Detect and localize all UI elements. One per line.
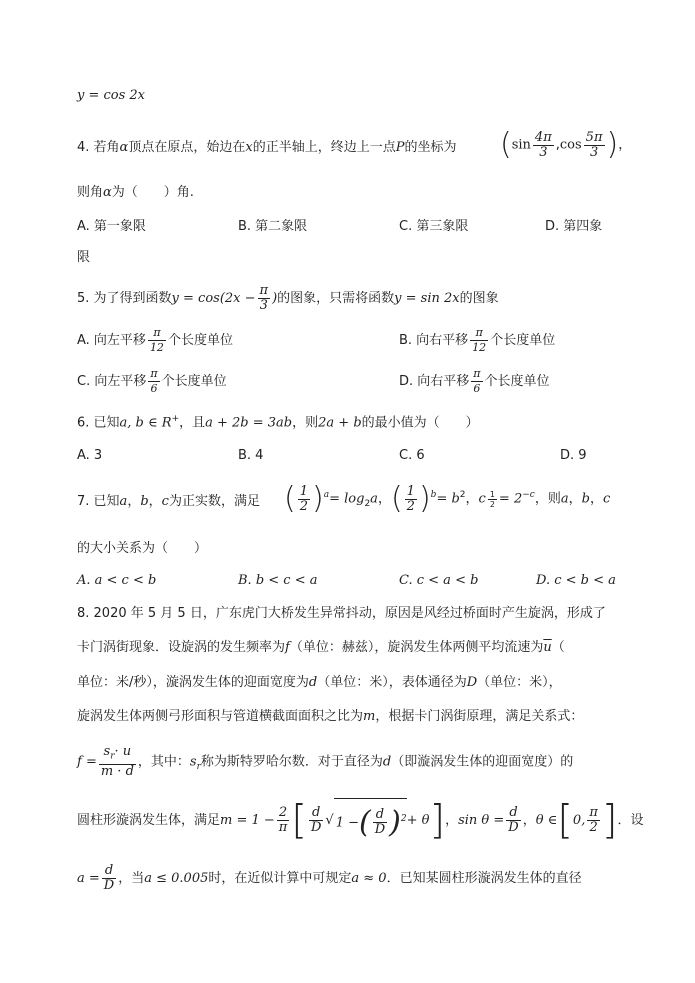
q7-eq1-tail: a bbox=[370, 491, 378, 507]
q8-D: D bbox=[466, 675, 478, 690]
q5-option-d bbox=[399, 367, 550, 396]
q7-a: a bbox=[119, 494, 128, 509]
q4-end: ， bbox=[618, 137, 632, 153]
q8-sqrt-body bbox=[334, 798, 407, 843]
q5-stem-c: 的图象 bbox=[459, 291, 499, 306]
q6-option-d: D. 9 bbox=[560, 448, 587, 463]
q4-line2a: 则角 bbox=[77, 185, 104, 200]
q7-sep-1: ， bbox=[377, 491, 391, 507]
q7-option-d: D. c < b < a bbox=[536, 573, 616, 588]
q4-n1: 4π bbox=[534, 129, 552, 145]
q8-l5-f: f = bbox=[77, 754, 97, 770]
q5-optC-frac bbox=[148, 367, 159, 396]
q8-frac-f bbox=[99, 745, 136, 779]
q7-paren-2l: ( bbox=[390, 481, 403, 516]
q5-stem-a: 5. 为了得到函数 bbox=[77, 291, 172, 306]
q5-pi: π bbox=[259, 283, 269, 298]
q7-frac-1 bbox=[298, 485, 310, 514]
q5-optC-b: 个长度单位 bbox=[161, 374, 227, 389]
q4-line2b: 为（ ）角. bbox=[111, 185, 194, 200]
q8-l6-theta: + θ bbox=[406, 813, 430, 829]
q4-stem-b: 顶点在原点，始边在 bbox=[128, 140, 246, 155]
q8-l6-D2: D bbox=[374, 822, 386, 838]
q8-l2a: 卡门涡街现象．设旋涡的发生频率为 bbox=[77, 640, 286, 655]
q8-l5c: （即漩涡发生体的迎面宽度）的 bbox=[391, 754, 574, 770]
q6-stem-d: 的最小值为（ ） bbox=[361, 415, 479, 431]
q5-three: 3 bbox=[259, 298, 268, 313]
q8-line6 bbox=[77, 798, 644, 843]
q6-option-a: A. 3 bbox=[77, 448, 103, 463]
q8-line4 bbox=[77, 707, 583, 727]
q5-optD-frac bbox=[471, 367, 482, 396]
q5-optD-pi: π bbox=[473, 367, 481, 380]
q8-l6-frac-2pi bbox=[277, 806, 290, 835]
q8-line7 bbox=[77, 862, 582, 896]
q4-option-a: A. 第一象限 bbox=[77, 219, 146, 234]
q5-f2: y = sin 2x bbox=[394, 291, 460, 306]
q4-paren-right: ) bbox=[606, 127, 619, 162]
q4-n2: 5π bbox=[585, 129, 603, 145]
q8-l2c: （ bbox=[551, 640, 565, 655]
q6-stem-b: ，且 bbox=[179, 415, 206, 431]
q7-option-a: A. a < c < b bbox=[77, 573, 157, 588]
q5-option-a bbox=[77, 326, 233, 355]
q8-bracket-l: [ bbox=[291, 797, 307, 844]
q7-eq2: = b bbox=[436, 491, 460, 507]
q7-sq: 2 bbox=[459, 490, 466, 501]
q5-f1b: ) bbox=[272, 291, 278, 306]
q8-paren-r: ) bbox=[389, 804, 401, 840]
q5-optD-6: 6 bbox=[473, 382, 481, 395]
q7-two-2: 2 bbox=[406, 498, 415, 514]
q7-b: b bbox=[140, 494, 149, 509]
q8-bracket-r: ] bbox=[429, 797, 446, 844]
q8-f: f bbox=[285, 640, 290, 655]
q5-optC-pi: π bbox=[150, 367, 158, 380]
q8-l5-d: d bbox=[382, 754, 392, 770]
q4-stem bbox=[77, 138, 456, 158]
q8-l6b: ， bbox=[445, 813, 459, 829]
q7-stem-a: 7. 已知 bbox=[77, 494, 120, 509]
q8-l6-frac-dD2 bbox=[373, 808, 387, 837]
q8-l6-m: m = 1 − bbox=[220, 813, 275, 829]
q4-wrap: 限 bbox=[77, 250, 91, 265]
q8-l5a: ，其中： bbox=[137, 754, 190, 770]
q8-l5-sr-sub: r bbox=[196, 761, 201, 772]
q8-l6d: ．设 bbox=[617, 813, 644, 829]
q6-option-b: B. 4 bbox=[238, 448, 264, 463]
q8-line2 bbox=[77, 638, 565, 658]
q7-neg-c: −c bbox=[522, 490, 535, 501]
q5-optD-a: D. 向右平移 bbox=[399, 374, 470, 389]
q8-l6-d: d bbox=[309, 806, 323, 821]
q7-comma-4: ， bbox=[589, 491, 603, 507]
q8-l7b: 时，在近似计算中可规定 bbox=[208, 871, 352, 886]
q7-stem-c: ，则 bbox=[534, 491, 561, 507]
q8-l6-frac-sin bbox=[506, 806, 520, 835]
q8-bracket2-l: [ bbox=[557, 797, 573, 844]
q8-l6-D3: D bbox=[508, 820, 519, 836]
q8-m: m bbox=[363, 709, 376, 724]
q4-frac-2 bbox=[584, 131, 605, 160]
q7-exp-a: a bbox=[323, 490, 330, 501]
q8-l6-one: 1 − bbox=[335, 815, 359, 831]
q7-comma-2: ， bbox=[148, 494, 162, 509]
q8-l5-sr: s bbox=[189, 754, 197, 770]
q8-l5-r: r bbox=[110, 751, 115, 762]
q7-c: c bbox=[161, 494, 169, 509]
q5-optA-12: 12 bbox=[149, 341, 164, 354]
q5-optA-b: 个长度单位 bbox=[167, 333, 233, 348]
q8-bracket2-r: ] bbox=[601, 797, 618, 844]
q7-c-2: c bbox=[602, 491, 611, 507]
q8-l6-frac-dD bbox=[309, 806, 323, 835]
q7-one-2: 1 bbox=[406, 483, 415, 499]
q5-optA-a: A. 向左平移 bbox=[77, 333, 146, 348]
q7-log-base: 2 bbox=[364, 499, 371, 510]
q4-option-b: B. 第二象限 bbox=[238, 219, 308, 234]
q6-m3: 2a + b bbox=[318, 415, 362, 431]
q7-paren-1r: ) bbox=[312, 481, 324, 516]
q7-comma-1: ， bbox=[127, 494, 141, 509]
q4-option-c: C. 第三象限 bbox=[399, 219, 469, 234]
q4-option-d: D. 第四象 bbox=[545, 219, 603, 234]
q4-sin: sin bbox=[511, 137, 531, 153]
q8-l7-D: D bbox=[103, 878, 115, 893]
q8-l6-pi2: π bbox=[589, 805, 598, 821]
q8-l7-approx: a ≈ 0 bbox=[351, 871, 387, 886]
q5-optD-b: 个长度单位 bbox=[484, 374, 550, 389]
q8-l5-den: m · d bbox=[100, 763, 134, 779]
q6-stem-a: 6. 已知 bbox=[77, 415, 120, 431]
q5-stem-b: 的图象，只需将函数 bbox=[277, 291, 395, 306]
q4-P: P bbox=[395, 140, 405, 155]
q8-l6-two: 2 bbox=[589, 820, 598, 836]
q7-formulas bbox=[284, 481, 611, 516]
q8-l6a: 圆柱形漩涡发生体，满足 bbox=[77, 813, 221, 829]
q7-stem-b: 为正实数，满足 bbox=[168, 494, 260, 509]
q7-c-exp bbox=[488, 490, 497, 509]
q8-l3a: 单位：米/秒），漩涡发生体的迎面宽度为 bbox=[77, 675, 309, 690]
q5-optB-12: 12 bbox=[472, 341, 487, 354]
q5-f1a: y = cos(2x − bbox=[171, 291, 256, 306]
q8-l6-D: D bbox=[310, 820, 322, 836]
q8-l7-d: d bbox=[102, 864, 116, 879]
q4-alpha-2: α bbox=[103, 185, 112, 200]
q5-optB-frac bbox=[470, 326, 488, 355]
q7-eq1: = log bbox=[329, 491, 365, 507]
q5-stem bbox=[77, 284, 499, 313]
q8-l6-theta2: θ ∈ bbox=[535, 813, 558, 829]
q4-stem-d: 的坐标为 bbox=[404, 140, 457, 155]
q8-l7-frac bbox=[102, 864, 116, 893]
q7-option-c: C. c < a < b bbox=[399, 573, 479, 588]
q7-b-2: b bbox=[581, 491, 590, 507]
q4-stem-a: 4. 若角 bbox=[77, 140, 120, 155]
q7-sep-2: ， bbox=[465, 491, 479, 507]
q6-m2: a + 2b = 3ab bbox=[205, 415, 293, 431]
q8-l3c: （单位：米）， bbox=[477, 675, 562, 690]
q5-optB-b: 个长度单位 bbox=[490, 333, 556, 348]
q7-stem bbox=[77, 492, 260, 512]
q6-stem bbox=[77, 409, 479, 433]
q8-l2b: （单位：赫兹），旋涡发生体两侧平均流速为 bbox=[289, 640, 544, 655]
q8-frac-f-num bbox=[99, 745, 136, 765]
q7-cexp-d: 2 bbox=[489, 499, 495, 509]
q8-l6-frac-pi2 bbox=[587, 806, 600, 835]
q8-l7-cond: a ≤ 0.005 bbox=[144, 871, 209, 886]
q7-line2: 的大小关系为（ ） bbox=[77, 541, 208, 556]
q8-l4b: ，根据卡门涡街原理，满足关系式： bbox=[375, 709, 584, 724]
q4-stem-c: 的正半轴上，终边上一点 bbox=[252, 140, 396, 155]
q8-l6-d2: d bbox=[373, 808, 387, 823]
q5-optC-6: 6 bbox=[150, 382, 158, 395]
q7-frac-2 bbox=[405, 485, 417, 514]
q8-l4a: 旋涡发生体两侧弓形面积与管道横截面面积之比为 bbox=[77, 709, 364, 724]
q7-two-1: 2 bbox=[299, 498, 308, 514]
q8-l5-s: s bbox=[103, 744, 111, 759]
q5-optA-frac bbox=[148, 326, 166, 355]
q8-l6c: ， bbox=[522, 813, 536, 829]
q4-frac-1 bbox=[533, 131, 554, 160]
q8-l5b: 称为斯特罗哈尔数．对于直径为 bbox=[200, 754, 383, 770]
q7-paren-2r: ) bbox=[418, 481, 431, 516]
q5-frac bbox=[258, 284, 271, 313]
q8-line1: 8. 2020 年 5 月 5 日，广东虎门大桥发生异常抖动，原因是风经过桥面时产生旋涡，形成了 bbox=[77, 606, 606, 621]
q8-l6-2: 2 bbox=[277, 806, 290, 821]
q8-line3 bbox=[77, 673, 562, 693]
q7-exp-b: b bbox=[430, 490, 437, 501]
q5-optA-pi: π bbox=[148, 326, 166, 341]
q8-paren-l: ( bbox=[358, 804, 371, 840]
q6-stem-c: ，则 bbox=[292, 415, 319, 431]
q5-optB-pi: π bbox=[470, 326, 488, 341]
q8-l3b: （单位：米），表体通径为 bbox=[317, 675, 467, 690]
q7-paren-1l: ( bbox=[284, 481, 296, 516]
q7-one-1: 1 bbox=[299, 483, 308, 499]
q8-d: d bbox=[308, 675, 318, 690]
q7-a-2: a bbox=[560, 491, 569, 507]
q5-optB-a: B. 向右平移 bbox=[399, 333, 469, 348]
q4-cos: cos bbox=[559, 137, 582, 153]
q4-paren-left: ( bbox=[500, 127, 512, 162]
q4-line2 bbox=[77, 183, 194, 203]
q4-coordinate: (sin $\frac{4\pi}{3}$ ,cos $\frac{5\pi}{3}$ )， bbox=[500, 127, 632, 162]
q7-option-b: B. b < c < a bbox=[238, 573, 318, 588]
q8-l6-sin: sin θ = bbox=[458, 813, 505, 829]
q8-l6-pi: π bbox=[278, 820, 288, 836]
q8-l7c: ．已知某圆柱形漩涡发生体的直径 bbox=[386, 871, 582, 886]
q8-u: $\overline{u}$ bbox=[543, 640, 552, 655]
q8-sqrt-icon: √ bbox=[325, 813, 334, 829]
q8-l6-sq: 2 bbox=[400, 814, 407, 824]
q8-l6-zero: 0, bbox=[572, 813, 586, 829]
q4-d1: 3 bbox=[539, 144, 548, 160]
q7-comma-3: ， bbox=[568, 491, 582, 507]
q8-l7a: ，当 bbox=[118, 871, 145, 886]
q8-line5 bbox=[77, 745, 573, 784]
q6-option-c: C. 6 bbox=[399, 448, 425, 463]
q5-option-b bbox=[399, 326, 555, 355]
q7-cexp-n: 1 bbox=[489, 489, 495, 499]
q5-option-c bbox=[77, 367, 227, 396]
q4-x: x bbox=[245, 140, 253, 155]
q8-l5-u: · u bbox=[114, 744, 132, 759]
top-formula: y = cos 2x bbox=[77, 88, 146, 103]
q7-c-base: c bbox=[478, 491, 486, 507]
q4-alpha: α bbox=[119, 140, 129, 155]
q6-m1: a, b ∈ R bbox=[119, 415, 172, 431]
q4-d2: 3 bbox=[589, 144, 599, 160]
q8-l7-a: a = bbox=[77, 871, 100, 886]
q6-plus: + bbox=[171, 414, 180, 424]
q7-eq3: = 2 bbox=[498, 491, 523, 507]
q5-optC-a: C. 向左平移 bbox=[77, 374, 147, 389]
q8-l6-d3: d bbox=[506, 806, 520, 821]
